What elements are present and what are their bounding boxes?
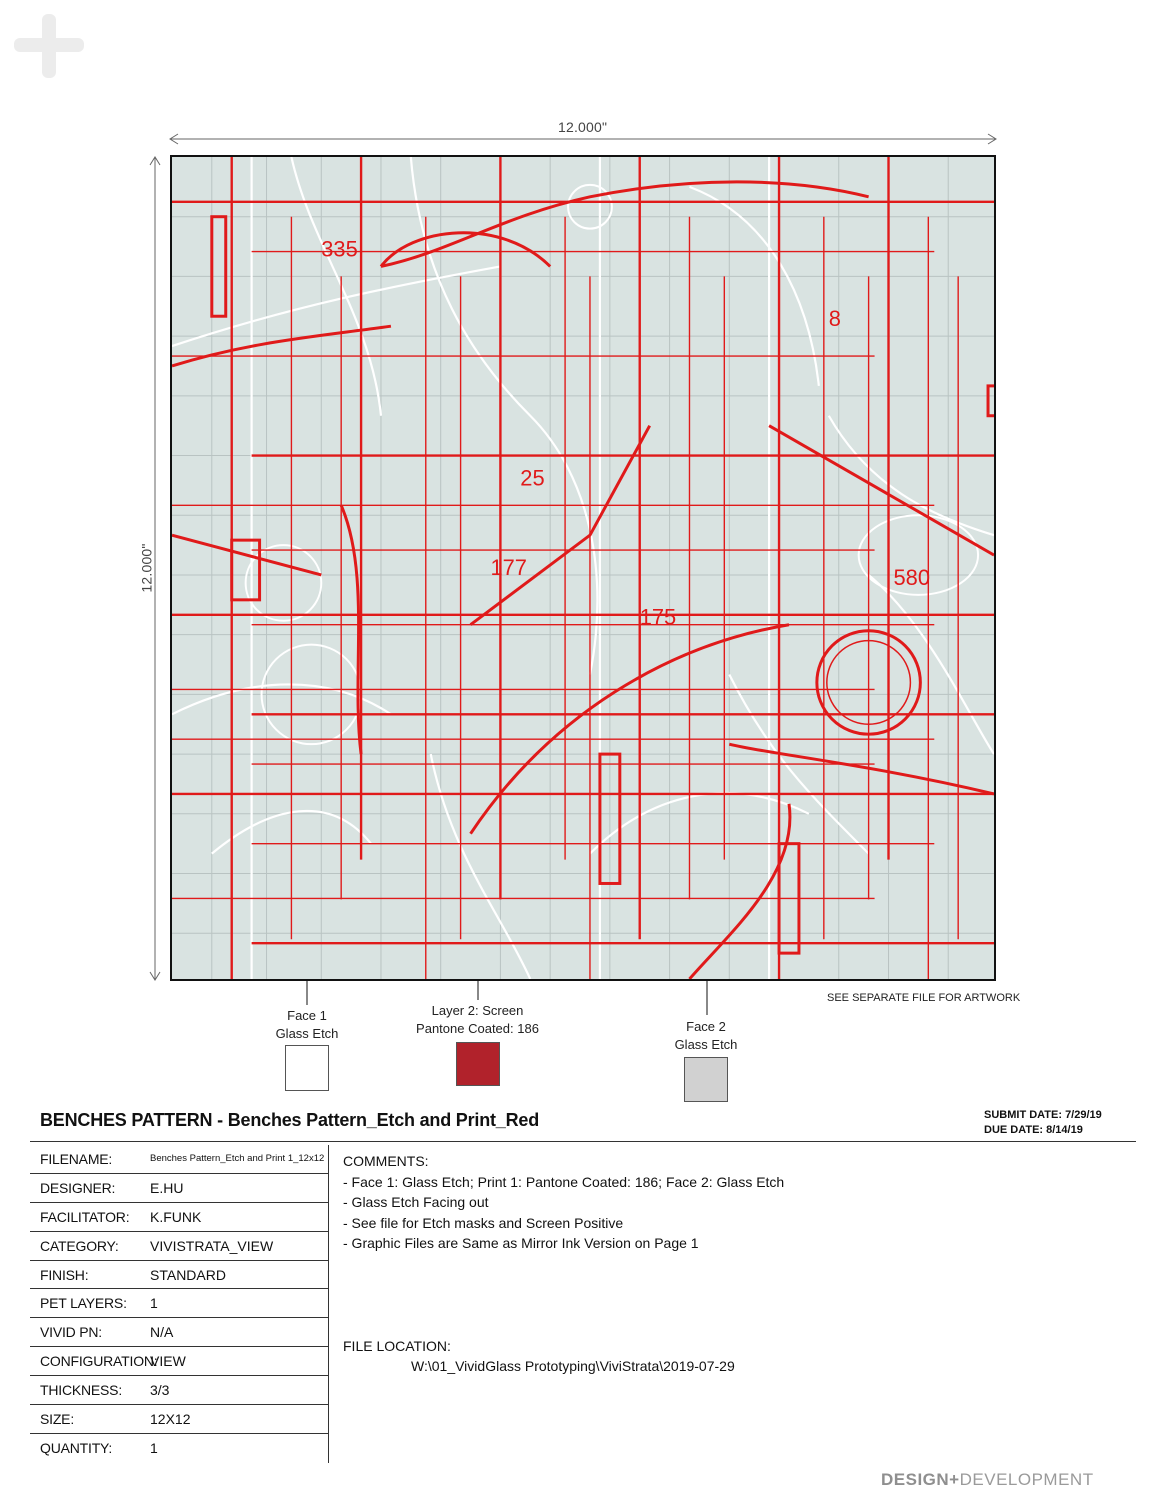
spec-key: FILENAME: bbox=[40, 1150, 113, 1167]
face2-callout-title: Face 2 bbox=[686, 1019, 726, 1034]
spec-row-thickness bbox=[30, 1376, 328, 1405]
spec-row-size bbox=[30, 1405, 328, 1434]
table-divider bbox=[328, 1145, 329, 1463]
spec-value: E.HU bbox=[150, 1179, 184, 1196]
artwork-note: SEE SEPARATE FILE FOR ARTWORK bbox=[827, 992, 1021, 1004]
svg-text:25: 25 bbox=[520, 465, 545, 491]
spec-key: THICKNESS: bbox=[40, 1382, 123, 1399]
spec-value: K.FUNK bbox=[150, 1208, 202, 1225]
comments-block bbox=[343, 1151, 784, 1254]
spec-row-vivid-pn bbox=[30, 1318, 328, 1347]
spec-value: 1 bbox=[150, 1295, 158, 1312]
svg-text:580: 580 bbox=[893, 564, 930, 590]
spec-table bbox=[30, 1145, 328, 1463]
plus-logo-icon bbox=[14, 14, 86, 86]
spec-row-pet-layers bbox=[30, 1289, 328, 1318]
file-location-label: FILE LOCATION: bbox=[343, 1338, 451, 1354]
page-title: BENCHES PATTERN - Benches Pattern_Etch and Print_Red bbox=[40, 1110, 540, 1130]
spec-key: DESIGNER: bbox=[40, 1179, 116, 1196]
height-dimension-label: 12.000" bbox=[138, 543, 155, 593]
brand-bold: DESIGN+ bbox=[881, 1470, 960, 1489]
file-location-path: W:\01_VividGlass Prototyping\ViviStrata\2019-07-29 bbox=[411, 1358, 735, 1374]
spec-value: Benches Pattern_Etch and Print 1_12x12 bbox=[150, 1153, 325, 1165]
spec-row-facilitator bbox=[30, 1203, 328, 1232]
width-dimension-label: 12.000" bbox=[558, 119, 608, 135]
spec-row-designer bbox=[30, 1174, 328, 1203]
spec-key: SIZE: bbox=[40, 1410, 75, 1427]
spec-key: FACILITATOR: bbox=[40, 1208, 130, 1225]
spec-key: VIVID PN: bbox=[40, 1324, 102, 1341]
spec-row-finish bbox=[30, 1261, 328, 1290]
spec-value: 12X12 bbox=[150, 1410, 191, 1427]
face1-swatch bbox=[285, 1045, 329, 1091]
brand-light: DEVELOPMENT bbox=[959, 1470, 1094, 1489]
spec-value: VIEW bbox=[150, 1353, 186, 1370]
face2-callout bbox=[660, 1018, 752, 1054]
brand-wordmark bbox=[881, 1470, 1094, 1490]
layer2-callout-subtitle: Pantone Coated: 186 bbox=[416, 1021, 539, 1036]
spec-row-category bbox=[30, 1232, 328, 1261]
layer2-callout-title: Layer 2: Screen bbox=[431, 1003, 524, 1018]
comment-item: - Face 1: Glass Etch; Print 1: Pantone Coated: 186; Face 2: Glass Etch bbox=[343, 1173, 785, 1190]
spec-key: FINISH: bbox=[40, 1266, 89, 1283]
dates-block bbox=[984, 1108, 1102, 1138]
spec-row-filename bbox=[30, 1145, 328, 1174]
submit-date: SUBMIT DATE: 7/29/19 bbox=[984, 1109, 1102, 1121]
svg-text:8: 8 bbox=[828, 306, 841, 332]
spec-key: CATEGORY: bbox=[40, 1237, 119, 1254]
file-location-block bbox=[343, 1336, 735, 1376]
spec-row-quantity bbox=[30, 1434, 328, 1463]
header-divider bbox=[30, 1141, 1136, 1142]
face1-callout-subtitle: Glass Etch bbox=[275, 1026, 339, 1041]
layer2-callout bbox=[405, 1002, 550, 1038]
spec-value: 1 bbox=[150, 1440, 158, 1457]
spec-row-configuration bbox=[30, 1347, 328, 1376]
svg-text:335: 335 bbox=[321, 236, 358, 262]
svg-text:175: 175 bbox=[639, 604, 677, 630]
comment-item: - Graphic Files are Same as Mirror Ink Version on Page 1 bbox=[343, 1235, 699, 1251]
spec-value: STANDARD bbox=[150, 1266, 226, 1283]
face2-swatch bbox=[684, 1057, 728, 1102]
pattern-artwork bbox=[170, 155, 996, 981]
layer2-swatch bbox=[456, 1042, 500, 1086]
comments-label: COMMENTS: bbox=[343, 1153, 429, 1169]
comment-item: - Glass Etch Facing out bbox=[343, 1194, 489, 1210]
svg-text:177: 177 bbox=[490, 554, 527, 580]
spec-value: 3/3 bbox=[150, 1382, 170, 1399]
spec-key: CONFIGURATION: bbox=[40, 1353, 158, 1370]
due-date: DUE DATE: 8/14/19 bbox=[984, 1124, 1083, 1136]
face2-callout-subtitle: Glass Etch bbox=[674, 1037, 738, 1052]
face1-callout-title: Face 1 bbox=[287, 1008, 327, 1023]
spec-value: VIVISTRATA_VIEW bbox=[150, 1237, 274, 1254]
spec-value: N/A bbox=[150, 1324, 174, 1341]
spec-key: PET LAYERS: bbox=[40, 1295, 127, 1312]
spec-key: QUANTITY: bbox=[40, 1440, 113, 1457]
comment-item: - See file for Etch masks and Screen Positive bbox=[343, 1214, 624, 1231]
face1-callout bbox=[262, 1007, 352, 1043]
